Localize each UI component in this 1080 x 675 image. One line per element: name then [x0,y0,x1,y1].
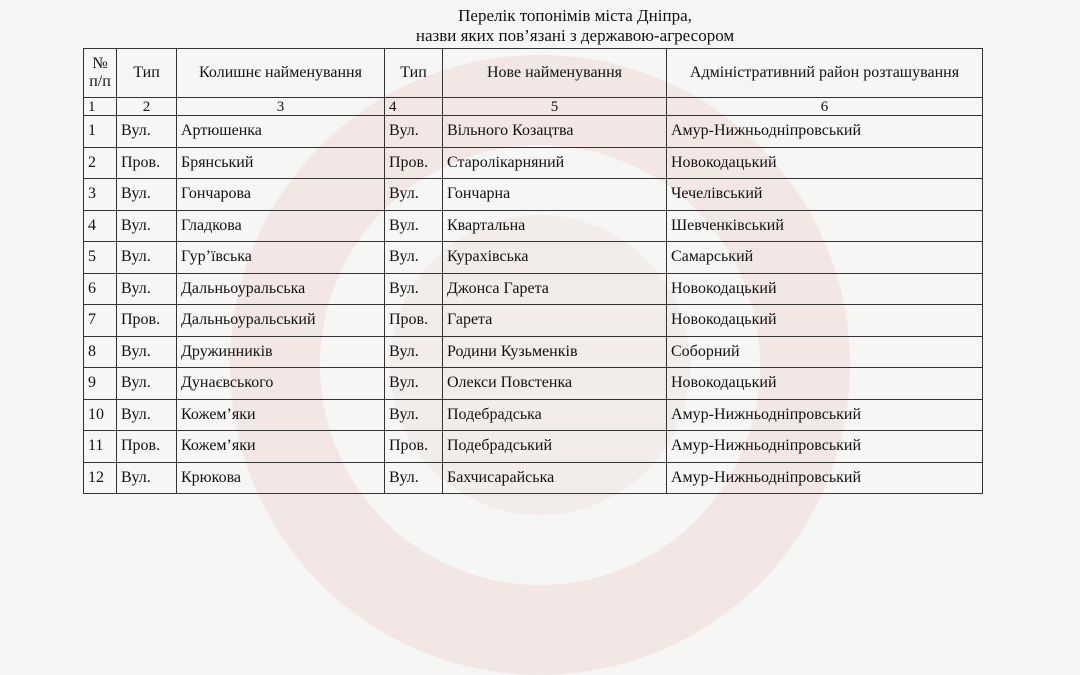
old-name: Дальньоуральська [177,273,385,305]
new-name: Подебрадський [443,431,667,463]
old-name: Кожем’яки [177,399,385,431]
district: Амур-Нижньодніпровський [667,431,983,463]
district: Новокодацький [667,368,983,400]
header-type-new: Тип [385,49,443,98]
header-old-name: Колишнє найменування [177,49,385,98]
row-number: 2 [84,147,117,179]
old-name: Дальньоуральський [177,305,385,337]
district: Соборний [667,336,983,368]
header-district: Адміністративний район розташування [667,49,983,98]
district: Самарський [667,242,983,274]
old-type: Пров. [117,147,177,179]
old-name: Гончарова [177,179,385,211]
new-name: Бахчисарайська [443,462,667,494]
district: Новокодацький [667,147,983,179]
row-number: 3 [84,179,117,211]
table-row [84,399,983,431]
old-name: Кожем’яки [177,431,385,463]
old-type: Вул. [117,368,177,400]
table-row [84,431,983,463]
new-type: Вул. [385,368,443,400]
old-type: Пров. [117,305,177,337]
old-name: Артюшенка [177,116,385,148]
new-name: Джонса Гарета [443,273,667,305]
document-title: Перелік топонімів міста Дніпра, [458,6,692,25]
column-number: 2 [117,98,177,116]
district: Амур-Нижньодніпровський [667,116,983,148]
new-type: Вул. [385,242,443,274]
new-name: Вільного Козацтва [443,116,667,148]
table-row [84,368,983,400]
new-name: Подебрадська [443,399,667,431]
old-name: Дунаєвського [177,368,385,400]
table-row [84,242,983,274]
table-row [84,147,983,179]
row-number: 10 [84,399,117,431]
column-numbers-row [84,98,983,116]
column-number: 3 [177,98,385,116]
new-type: Вул. [385,336,443,368]
old-type: Вул. [117,273,177,305]
new-name: Гончарна [443,179,667,211]
district: Шевченківський [667,210,983,242]
table-row [84,116,983,148]
table-row [84,305,983,337]
table-row [84,179,983,211]
old-name: Гладкова [177,210,385,242]
table-row [84,462,983,494]
column-number: 6 [667,98,983,116]
new-type: Вул. [385,462,443,494]
district: Новокодацький [667,273,983,305]
header-new-name: Нове найменування [443,49,667,98]
new-name: Квартальна [443,210,667,242]
district: Чечелівський [667,179,983,211]
row-number: 12 [84,462,117,494]
row-number: 1 [84,116,117,148]
table-row [84,273,983,305]
new-name: Курахівська [443,242,667,274]
new-type: Вул. [385,273,443,305]
district: Амур-Нижньодніпровський [667,399,983,431]
table-row [84,210,983,242]
table-row [84,336,983,368]
new-name: Олекси Повстенка [443,368,667,400]
old-name: Брянський [177,147,385,179]
new-type: Вул. [385,116,443,148]
column-number: 4 [385,98,443,116]
row-number: 7 [84,305,117,337]
header-number: № п/п [84,49,117,98]
new-name: Старолікарняний [443,147,667,179]
old-type: Вул. [117,399,177,431]
row-number: 9 [84,368,117,400]
new-type: Пров. [385,147,443,179]
column-number: 1 [84,98,117,116]
district: Новокодацький [667,305,983,337]
old-name: Дружинників [177,336,385,368]
new-type: Вул. [385,179,443,211]
new-name: Гарета [443,305,667,337]
new-name: Родини Кузьменків [443,336,667,368]
old-type: Пров. [117,431,177,463]
old-type: Вул. [117,210,177,242]
old-name: Гур’ївська [177,242,385,274]
new-type: Пров. [385,305,443,337]
new-type: Вул. [385,210,443,242]
old-type: Вул. [117,336,177,368]
district: Амур-Нижньодніпровський [667,462,983,494]
column-number: 5 [443,98,667,116]
row-number: 11 [84,431,117,463]
new-type: Пров. [385,431,443,463]
old-type: Вул. [117,179,177,211]
row-number: 6 [84,273,117,305]
row-number: 4 [84,210,117,242]
toponyms-table [83,48,983,494]
header-row [84,49,983,98]
old-type: Вул. [117,242,177,274]
old-name: Крюкова [177,462,385,494]
old-type: Вул. [117,462,177,494]
header-type-old: Тип [117,49,177,98]
row-number: 5 [84,242,117,274]
old-type: Вул. [117,116,177,148]
new-type: Вул. [385,399,443,431]
row-number: 8 [84,336,117,368]
document-subtitle: назви яких пов’язані з державою-агресором [415,26,735,45]
